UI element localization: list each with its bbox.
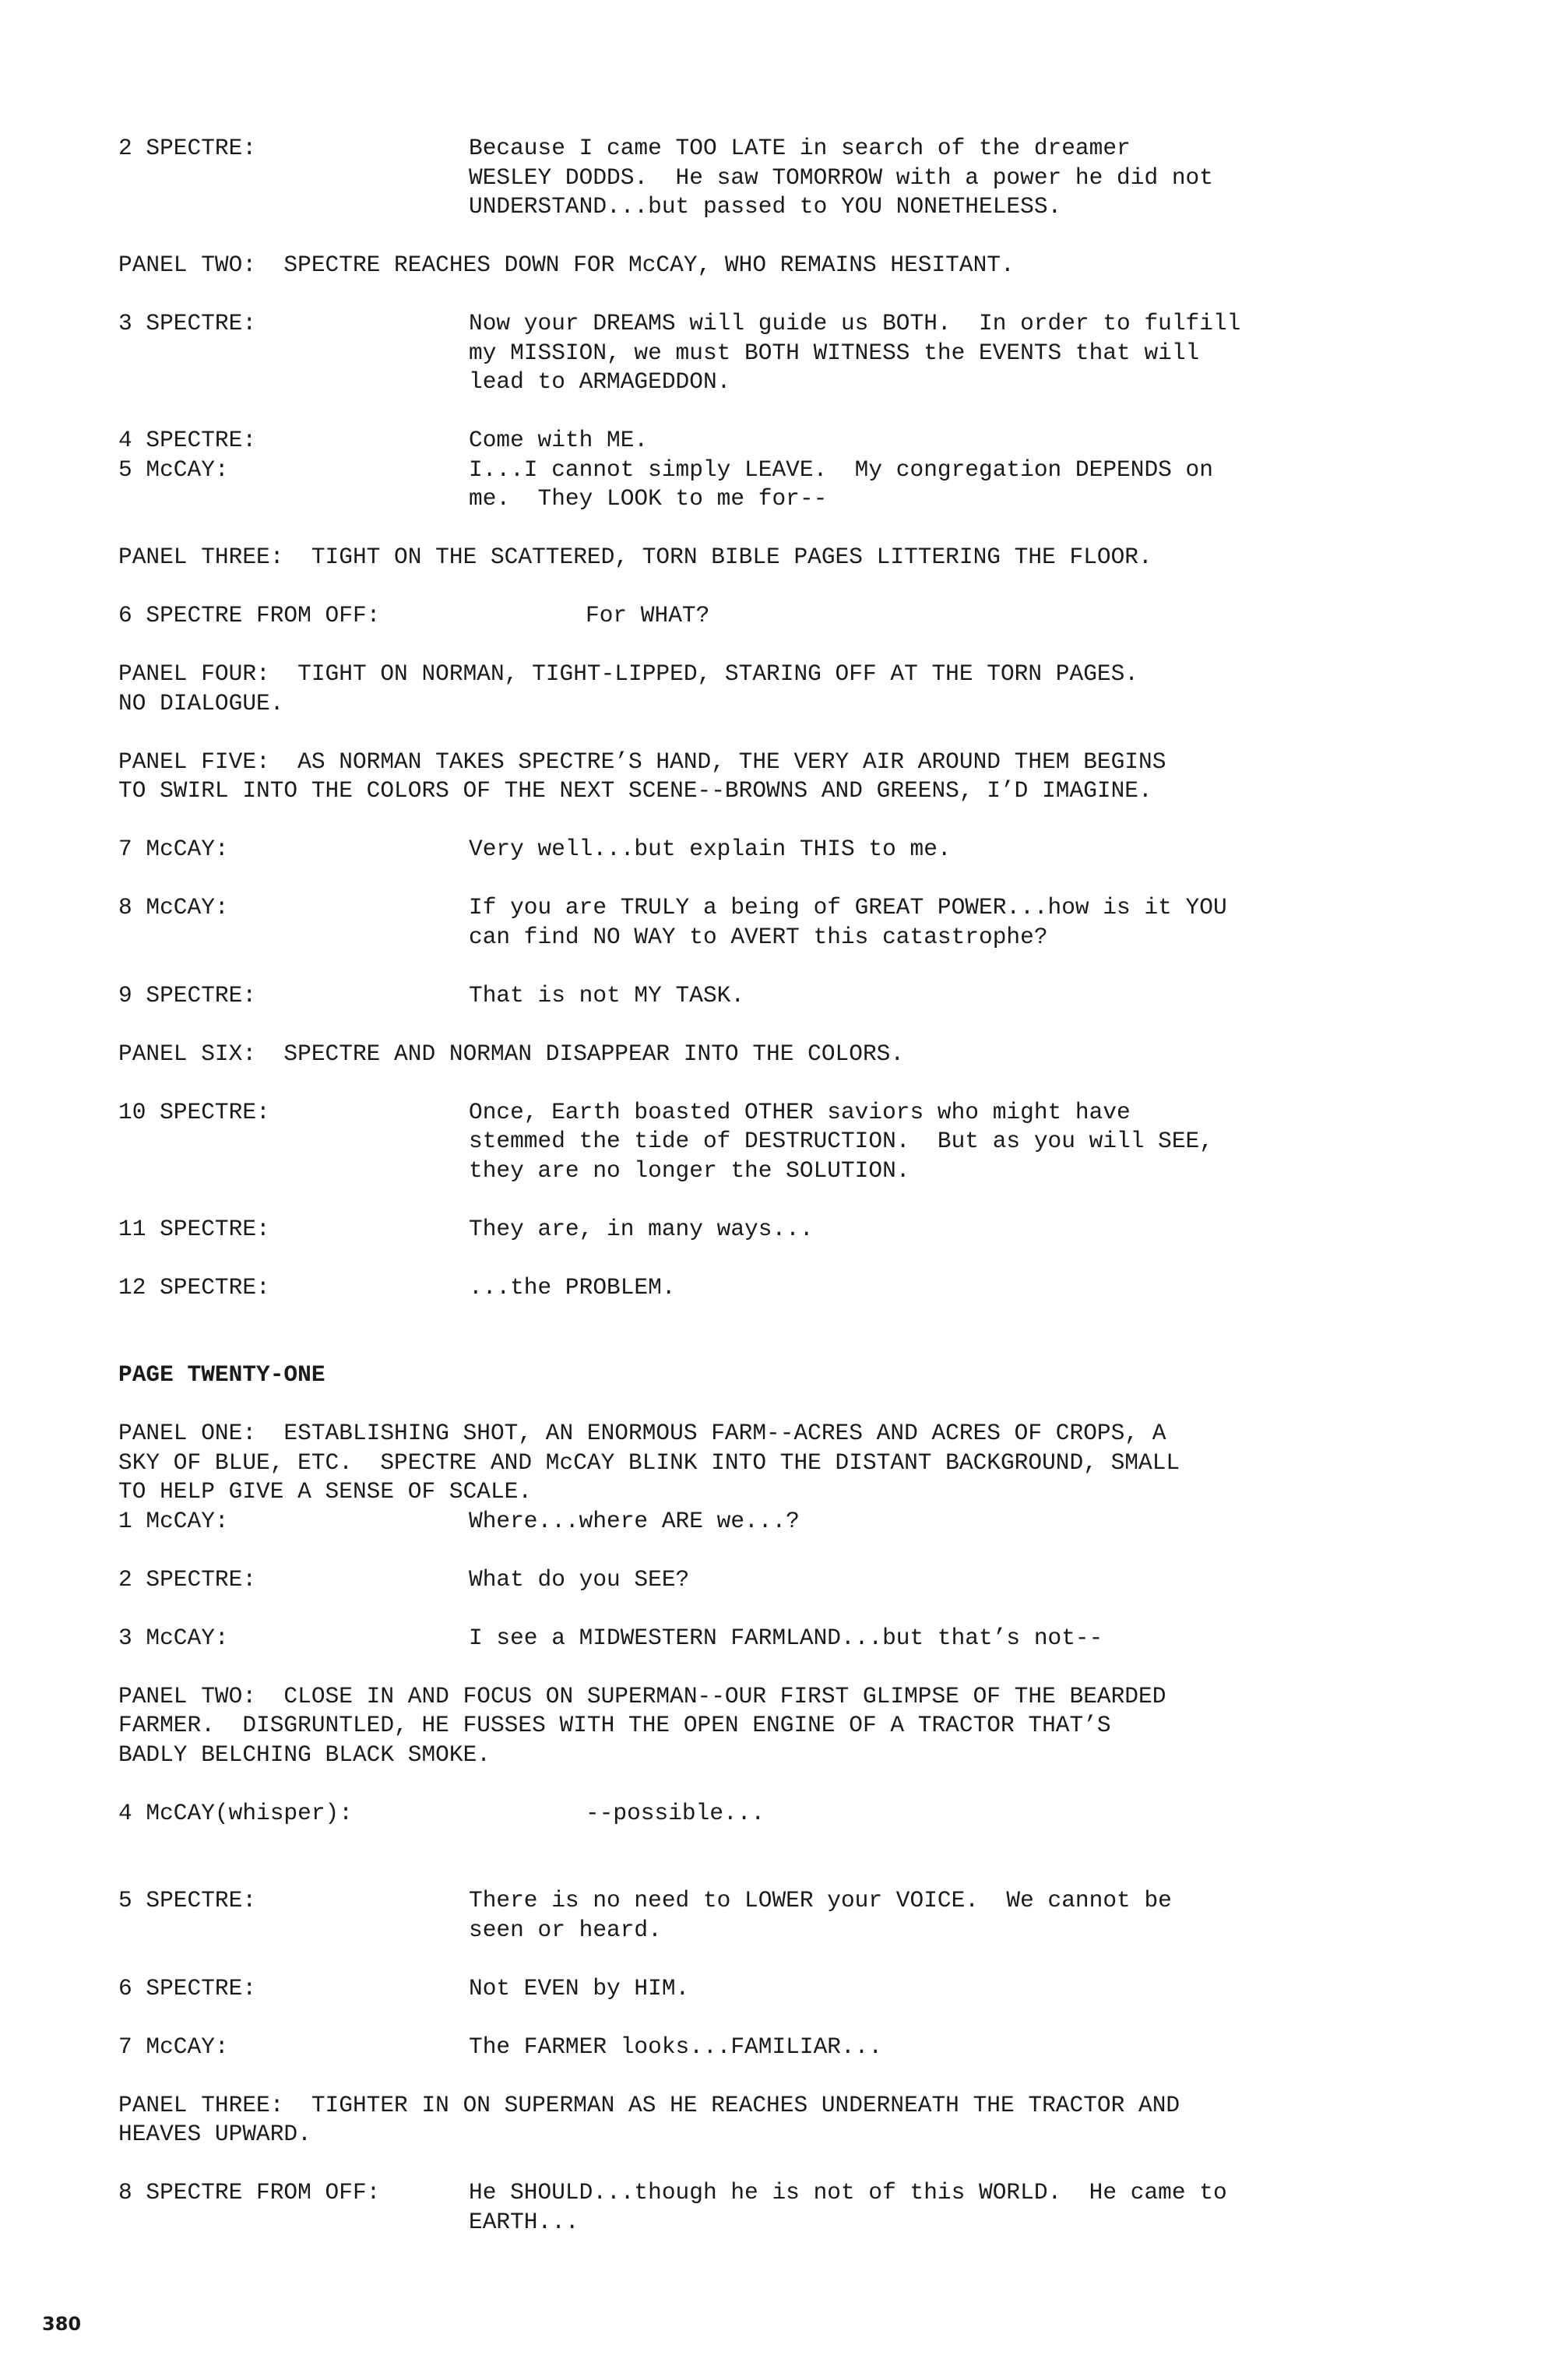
speaker-label: 7 McCAY:: [118, 836, 229, 862]
dialogue-block: [118, 2178, 1364, 2237]
dialogue-line: Very well...but explain THIS to me.: [469, 836, 952, 862]
dialogue-block: [118, 981, 1364, 1011]
dialogue-block: [118, 309, 1364, 397]
dialogue-block: [118, 456, 1364, 514]
dialogue-line: What do you SEE?: [469, 1565, 690, 1593]
panel-description: PANEL FIVE: AS NORMAN TAKES SPECTRE’S HAND, THE VERY AIR AROUND THEM BEGINS TO SWIRL INTO THE COLORS OF THE NEXT SCENE--BROWNS AND GREENS, I’D IMAGINE.: [118, 748, 1166, 804]
dialogue-line: Because I came TOO LATE in search of the dreamer: [469, 135, 1131, 161]
dialogue-line: ...the PROBLEM.: [469, 1273, 676, 1301]
speaker-label: 4 SPECTRE:: [118, 427, 257, 453]
dialogue-block: [118, 1273, 1364, 1303]
dialogue-line: Come with ME.: [469, 427, 649, 453]
dialogue-block: [118, 1886, 1364, 1945]
dialogue-block: [118, 601, 1364, 631]
panel-description: PANEL ONE: ESTABLISHING SHOT, AN ENORMOUS FARM--ACRES AND ACRES OF CROPS, A SKY OF BLUE, ETC. SPECTRE AND McCAY BLINK INTO THE DISTANT BACKGROUND, SMALL TO HELP GIVE A SENSE OF SCALE.: [118, 1420, 1180, 1505]
dialogue-line: my MISSION, we must BOTH WITNESS the EVENTS that will: [469, 339, 1200, 366]
dialogue-line: I...I cannot simply LEAVE. My congregation DEPENDS on: [469, 456, 1213, 483]
dialogue-line: Now your DREAMS will guide us BOTH. In order to fulfill: [469, 310, 1241, 336]
dialogue-line: There is no need to LOWER your VOICE. We cannot be: [469, 1887, 1172, 1914]
dialogue-block: [118, 134, 1364, 222]
panel-description: PANEL FOUR: TIGHT ON NORMAN, TIGHT-LIPPED, STARING OFF AT THE TORN PAGES. NO DIALOGUE.: [118, 660, 1139, 716]
dialogue-line: seen or heard.: [469, 1916, 662, 1943]
dialogue-line: Where...where ARE we...?: [469, 1507, 800, 1534]
dialogue-block: [118, 1799, 1364, 1829]
dialogue-line: lead to ARMAGEDDON.: [469, 368, 731, 395]
dialogue-line: me. They LOOK to me for--: [469, 485, 828, 512]
speaker-label: 6 SPECTRE:: [118, 1974, 257, 2002]
dialogue-line: Once, Earth boasted OTHER saviors who might have: [469, 1098, 1131, 1125]
dialogue-block: [118, 1098, 1364, 1186]
dialogue-block: [118, 1624, 1364, 1653]
speaker-label: 7 McCAY:: [118, 2033, 229, 2060]
dialogue-line: Not EVEN by HIM.: [469, 1974, 690, 2002]
dialogue-line: stemmed the tide of DESTRUCTION. But as you will SEE,: [469, 1128, 1213, 1154]
dialogue-block: [118, 1507, 1364, 1537]
dialogue-line: If you are TRULY a being of GREAT POWER...how is it YOU: [469, 894, 1227, 921]
dialogue-block: [118, 835, 1364, 864]
panel-description: PANEL THREE: TIGHTER IN ON SUPERMAN AS HE REACHES UNDERNEATH THE TRACTOR AND HEAVES UPWARD.: [118, 2091, 1180, 2147]
dialogue-line: they are no longer the SOLUTION.: [469, 1157, 910, 1184]
speaker-label: 11 SPECTRE:: [118, 1215, 270, 1242]
page-heading: PAGE TWENTY-ONE: [118, 1361, 325, 1388]
speaker-label: 8 SPECTRE FROM OFF:: [118, 2179, 381, 2206]
speaker-label: 4 McCAY(whisper):: [118, 1799, 353, 1826]
dialogue-line: --possible...: [586, 1799, 765, 1826]
panel-description: PANEL TWO: SPECTRE REACHES DOWN FOR McCAY, WHO REMAINS HESITANT.: [118, 252, 1015, 278]
speaker-label: 5 SPECTRE:: [118, 1887, 257, 1914]
speaker-label: 8 McCAY:: [118, 894, 229, 921]
dialogue-block: [118, 1565, 1364, 1595]
dialogue-line: I see a MIDWESTERN FARMLAND...but that’s not--: [469, 1624, 1103, 1651]
speaker-label: 2 SPECTRE:: [118, 135, 257, 161]
page-number: 380: [42, 2313, 82, 2335]
panel-description: PANEL SIX: SPECTRE AND NORMAN DISAPPEAR INTO THE COLORS.: [118, 1040, 905, 1067]
dialogue-line: UNDERSTAND...but passed to YOU NONETHELESS.: [469, 193, 1062, 220]
dialogue-block: [118, 1974, 1364, 2004]
dialogue-line: For WHAT?: [586, 602, 710, 628]
dialogue-line: can find NO WAY to AVERT this catastrophe?: [469, 923, 1048, 950]
speaker-label: 3 SPECTRE:: [118, 310, 257, 336]
speaker-label: 9 SPECTRE:: [118, 981, 257, 1009]
dialogue-line: The FARMER looks...FAMILIAR...: [469, 2033, 883, 2060]
dialogue-block: [118, 426, 1364, 456]
dialogue-line: They are, in many ways...: [469, 1215, 814, 1242]
dialogue-line: WESLEY DODDS. He saw TOMORROW with a power he did not: [469, 164, 1213, 191]
dialogue-block: [118, 893, 1364, 952]
panel-description: PANEL THREE: TIGHT ON THE SCATTERED, TORN BIBLE PAGES LITTERING THE FLOOR.: [118, 544, 1152, 570]
speaker-label: 10 SPECTRE:: [118, 1098, 270, 1125]
dialogue-line: He SHOULD...though he is not of this WORLD. He came to: [469, 2179, 1227, 2206]
speaker-label: 3 McCAY:: [118, 1624, 229, 1651]
script-page: [118, 134, 1364, 2237]
dialogue-line: That is not MY TASK.: [469, 981, 745, 1009]
dialogue-block: [118, 1215, 1364, 1245]
speaker-label: 1 McCAY:: [118, 1507, 229, 1534]
panel-description: PANEL TWO: CLOSE IN AND FOCUS ON SUPERMAN--OUR FIRST GLIMPSE OF THE BEARDED FARMER. DISGRUNTLED, HE FUSSES WITH THE OPEN ENGINE OF A TRACTOR THAT’S BADLY BELCHING BLACK SMOKE.: [118, 1682, 1166, 1768]
dialogue-line: EARTH...: [469, 2208, 579, 2235]
dialogue-block: [118, 2033, 1364, 2062]
speaker-label: 2 SPECTRE:: [118, 1565, 257, 1593]
speaker-label: 6 SPECTRE FROM OFF:: [118, 602, 381, 628]
speaker-label: 5 McCAY:: [118, 456, 229, 483]
speaker-label: 12 SPECTRE:: [118, 1273, 270, 1301]
